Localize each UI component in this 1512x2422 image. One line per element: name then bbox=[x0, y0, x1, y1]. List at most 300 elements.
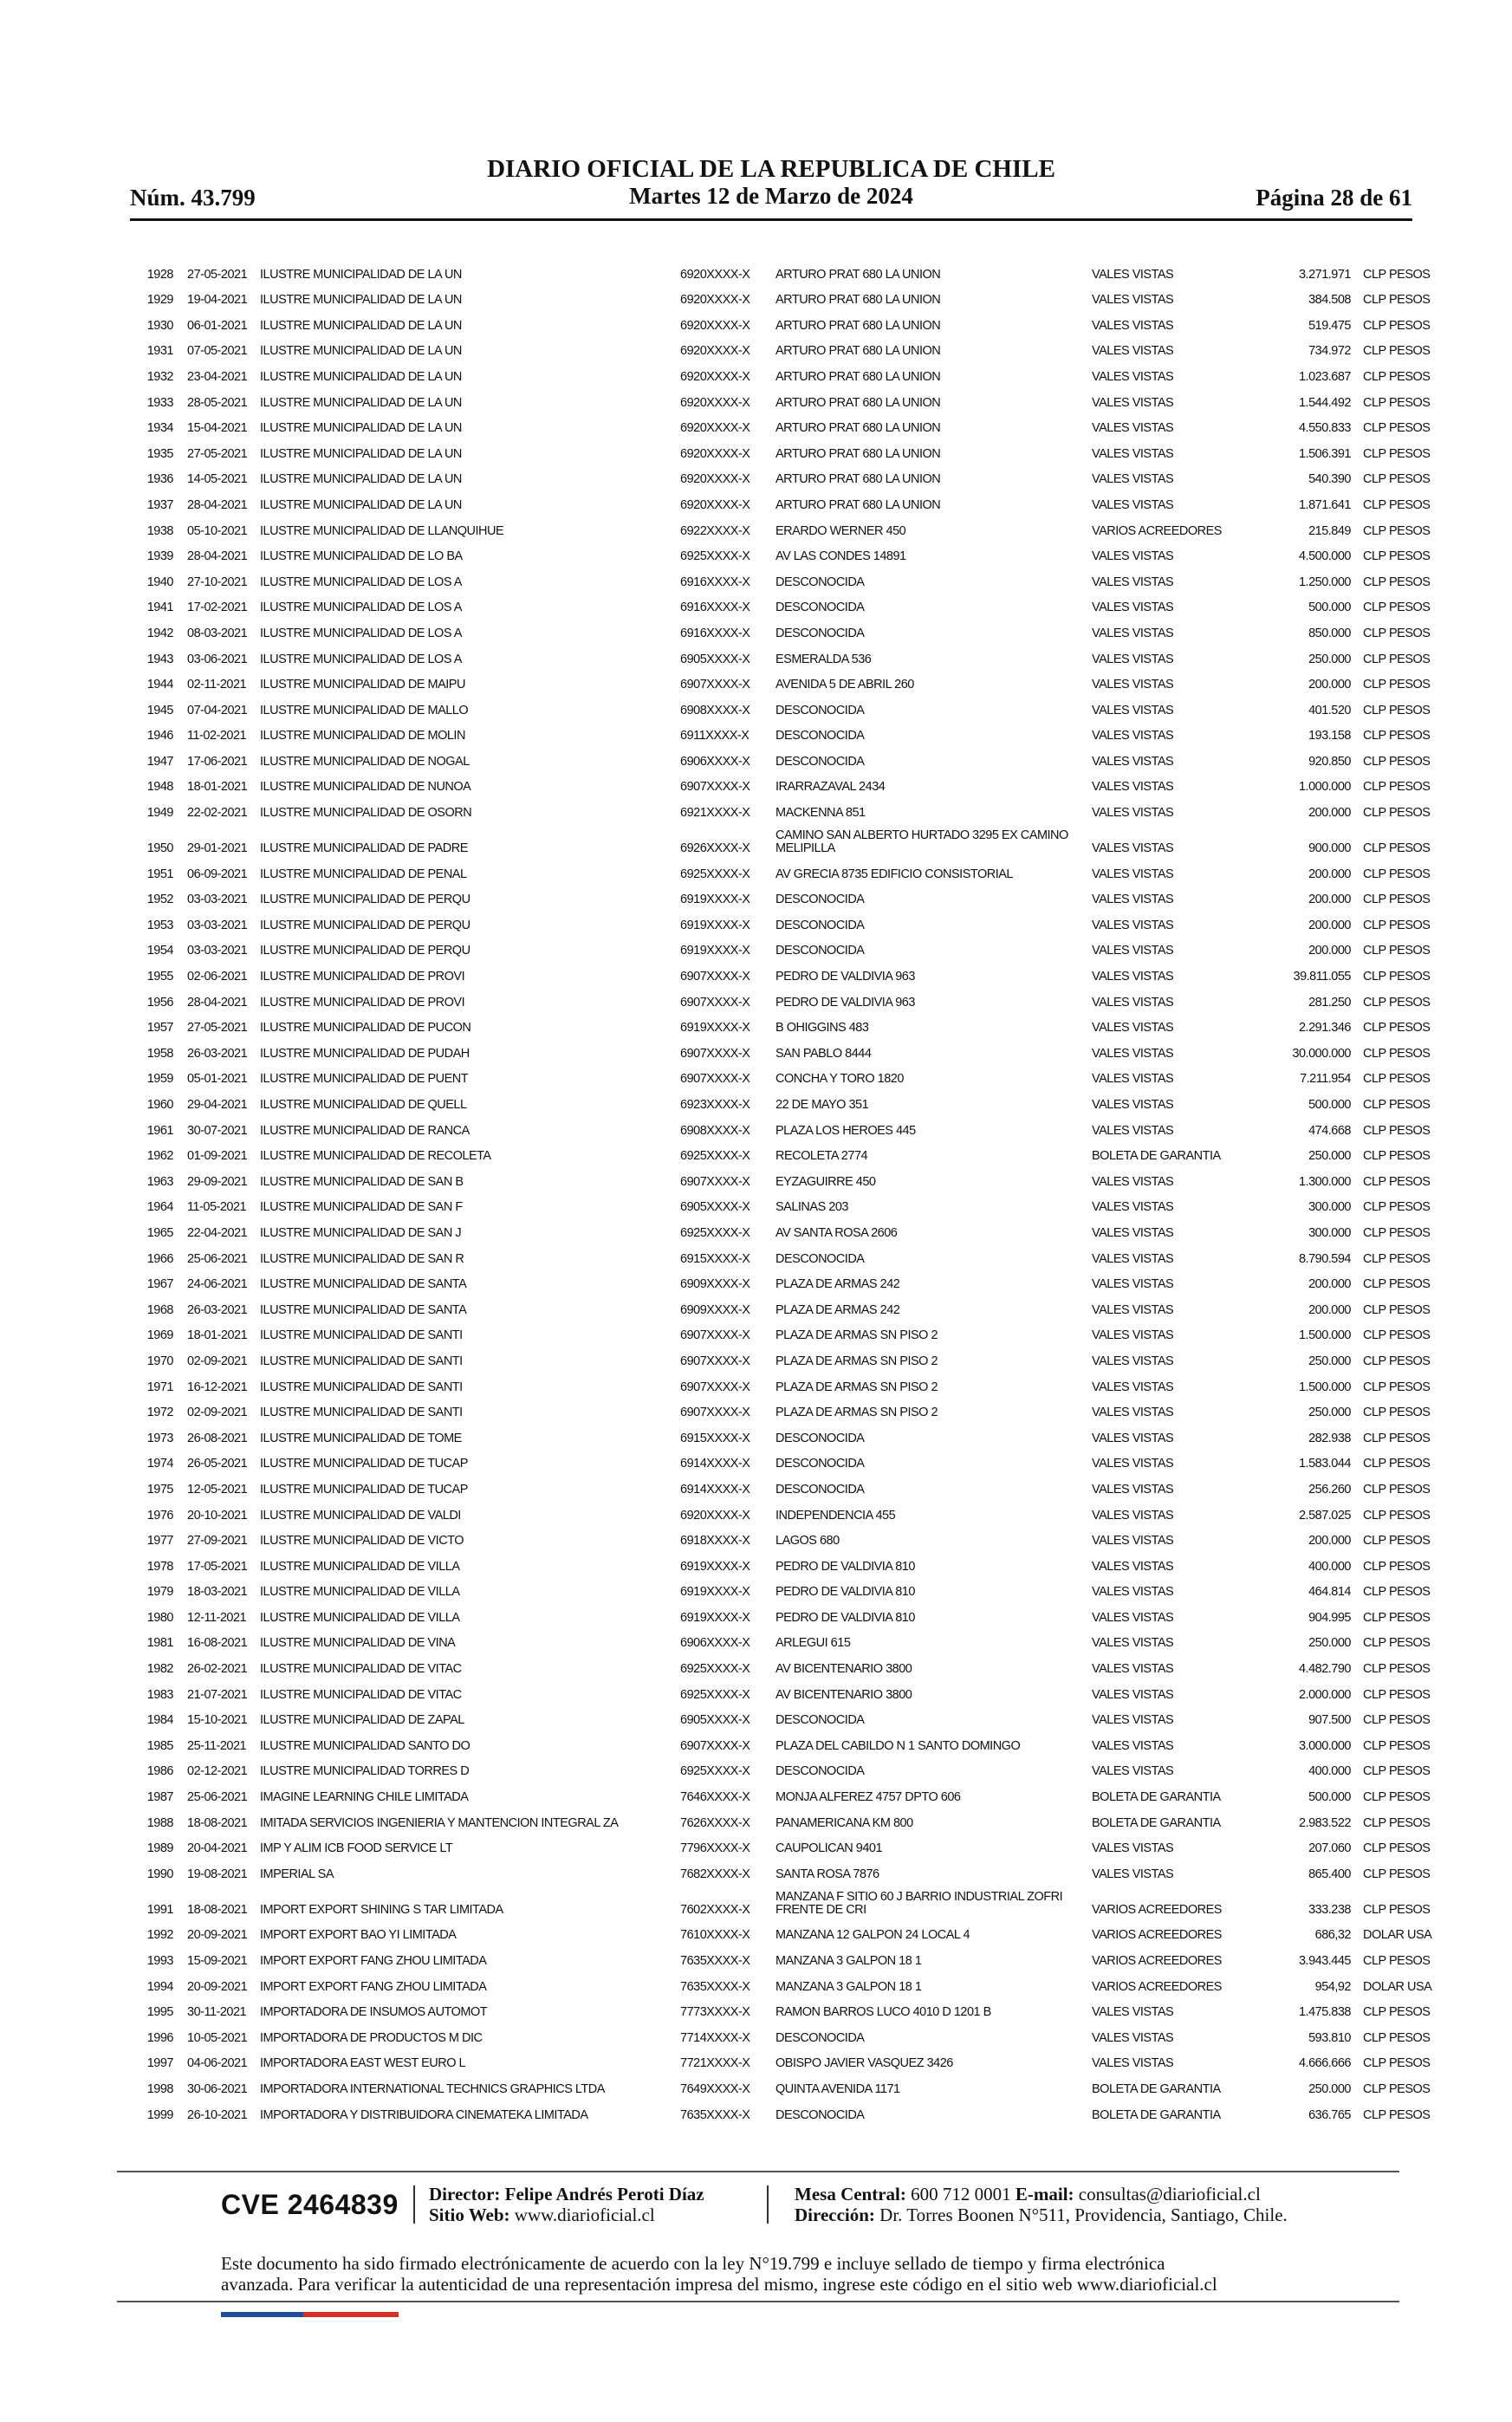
row-date: 30-11-2021 bbox=[187, 2005, 247, 2020]
row-currency: CLP PESOS bbox=[1363, 995, 1431, 1010]
row-name: ILUSTRE MUNICIPALIDAD DE VILLA bbox=[260, 1585, 460, 1600]
row-name: IMPORTADORA DE PRODUCTOS M DIC bbox=[260, 2030, 483, 2045]
email-link[interactable]: consultas@diarioficial.cl bbox=[1078, 2184, 1261, 2204]
row-type: VALES VISTAS bbox=[1092, 780, 1174, 795]
row-number: 1998 bbox=[146, 2081, 173, 2096]
row-currency: CLP PESOS bbox=[1363, 421, 1431, 436]
row-currency: CLP PESOS bbox=[1363, 1046, 1431, 1061]
row-amount: 215.849 bbox=[1308, 523, 1351, 538]
row-name: IMPERIAL SA bbox=[260, 1867, 334, 1881]
row-rut: 6907XXXX-X bbox=[680, 1406, 750, 1420]
row-rut: 6920XXXX-X bbox=[680, 446, 750, 461]
row-address: RAMON BARROS LUCO 4010 D 1201 B bbox=[775, 2005, 991, 2020]
row-rut: 6907XXXX-X bbox=[680, 1174, 750, 1189]
row-amount: 200.000 bbox=[1308, 806, 1351, 821]
row-type: VALES VISTAS bbox=[1092, 729, 1174, 743]
table-row bbox=[139, 1347, 1431, 1373]
row-name: ILUSTRE MUNICIPALIDAD DE SAN F bbox=[260, 1200, 463, 1215]
row-number: 1999 bbox=[146, 2107, 173, 2122]
row-amount: 1.871.641 bbox=[1298, 497, 1351, 512]
row-currency: CLP PESOS bbox=[1363, 293, 1431, 308]
row-address: 22 DE MAYO 351 bbox=[775, 1098, 869, 1112]
row-number: 1991 bbox=[146, 1902, 173, 1917]
row-address: DESCONOCIDA bbox=[775, 754, 865, 769]
row-type: VALES VISTAS bbox=[1092, 1072, 1174, 1087]
row-number: 1971 bbox=[146, 1380, 173, 1394]
row-name: ILUSTRE MUNICIPALIDAD DE VICTO bbox=[260, 1534, 464, 1549]
row-type: VALES VISTAS bbox=[1092, 2030, 1174, 2045]
mesa-phone: 600 712 0001 bbox=[911, 2184, 1011, 2204]
row-type: VALES VISTAS bbox=[1092, 1431, 1174, 1445]
row-name: ILUSTRE MUNICIPALIDAD DE LA UN bbox=[260, 267, 462, 282]
row-currency: CLP PESOS bbox=[1363, 446, 1431, 461]
row-type: VALES VISTAS bbox=[1092, 267, 1174, 282]
row-date: 24-06-2021 bbox=[187, 1277, 248, 1292]
flag-stripe-blue bbox=[221, 2312, 303, 2317]
row-currency: CLP PESOS bbox=[1363, 1302, 1431, 1317]
row-date: 22-02-2021 bbox=[187, 806, 248, 821]
row-type: VALES VISTAS bbox=[1092, 575, 1174, 589]
row-type: VALES VISTAS bbox=[1092, 1662, 1174, 1677]
row-name: IMITADA SERVICIOS INGENIERIA Y MANTENCION INTEGRAL ZA bbox=[260, 1815, 619, 1830]
row-currency: CLP PESOS bbox=[1363, 1534, 1431, 1549]
row-number: 1950 bbox=[146, 841, 173, 856]
row-name: ILUSTRE MUNICIPALIDAD DE SANTI bbox=[260, 1380, 463, 1394]
row-rut: 7646XXXX-X bbox=[680, 1790, 750, 1805]
row-date: 27-09-2021 bbox=[187, 1534, 248, 1549]
row-rut: 6925XXXX-X bbox=[680, 1662, 750, 1677]
site-link[interactable]: www.diarioficial.cl bbox=[514, 2204, 655, 2225]
row-currency: CLP PESOS bbox=[1363, 944, 1431, 958]
row-currency: CLP PESOS bbox=[1363, 1610, 1431, 1625]
row-rut: 6911XXXX-X bbox=[680, 729, 750, 743]
row-number: 1973 bbox=[146, 1431, 173, 1445]
table-row bbox=[139, 1886, 1431, 1921]
row-name: ILUSTRE MUNICIPALIDAD DE PUDAH bbox=[260, 1046, 470, 1061]
row-type: VALES VISTAS bbox=[1092, 1354, 1174, 1368]
row-date: 28-04-2021 bbox=[187, 497, 248, 512]
row-number: 1943 bbox=[146, 652, 173, 666]
row-rut: 6907XXXX-X bbox=[680, 1380, 750, 1394]
row-amount: 474.668 bbox=[1308, 1123, 1351, 1138]
row-currency: CLP PESOS bbox=[1363, 1225, 1431, 1240]
row-name: ILUSTRE MUNICIPALIDAD DE SANTI bbox=[260, 1354, 463, 1368]
row-rut: 6920XXXX-X bbox=[680, 497, 750, 512]
table-row bbox=[139, 465, 1431, 491]
row-date: 02-09-2021 bbox=[187, 1354, 248, 1368]
row-amount: 400.000 bbox=[1308, 1764, 1351, 1779]
row-amount: 207.060 bbox=[1308, 1841, 1351, 1856]
row-date: 27-10-2021 bbox=[187, 575, 248, 589]
row-address: ARLEGUI 615 bbox=[775, 1636, 851, 1651]
row-type: BOLETA DE GARANTIA bbox=[1092, 2081, 1221, 2096]
row-rut: 6905XXXX-X bbox=[680, 652, 750, 666]
row-rut: 6909XXXX-X bbox=[680, 1302, 750, 1317]
table-row bbox=[139, 1475, 1431, 1501]
row-rut: 7635XXXX-X bbox=[680, 1979, 750, 1994]
row-date: 28-04-2021 bbox=[187, 549, 248, 564]
row-amount: 636.765 bbox=[1308, 2107, 1351, 2122]
row-number: 1978 bbox=[146, 1559, 173, 1574]
row-name: ILUSTRE MUNICIPALIDAD DE LA UN bbox=[260, 369, 462, 384]
row-type: VALES VISTAS bbox=[1092, 652, 1174, 666]
row-currency: CLP PESOS bbox=[1363, 1482, 1431, 1497]
footer-divider-bottom bbox=[117, 2301, 1399, 2302]
row-date: 17-02-2021 bbox=[187, 601, 248, 615]
row-address: ARTURO PRAT 680 LA UNION bbox=[775, 497, 941, 512]
row-rut: 6907XXXX-X bbox=[680, 678, 750, 692]
row-name: ILUSTRE MUNICIPALIDAD DE LA UN bbox=[260, 421, 462, 436]
table-row bbox=[139, 1424, 1431, 1450]
row-type: VALES VISTAS bbox=[1092, 1174, 1174, 1189]
row-amount: 1.250.000 bbox=[1298, 575, 1351, 589]
row-number: 1930 bbox=[146, 318, 173, 333]
row-type: VALES VISTAS bbox=[1092, 1508, 1174, 1523]
row-name: ILUSTRE MUNICIPALIDAD DE SAN J bbox=[260, 1225, 462, 1240]
table-row bbox=[139, 886, 1431, 912]
row-type: VALES VISTAS bbox=[1092, 1482, 1174, 1497]
row-rut: 6920XXXX-X bbox=[680, 395, 750, 410]
table-row bbox=[139, 1834, 1431, 1860]
row-date: 05-01-2021 bbox=[187, 1072, 248, 1087]
row-currency: CLP PESOS bbox=[1363, 472, 1431, 487]
row-type: VALES VISTAS bbox=[1092, 1328, 1174, 1343]
row-type: VALES VISTAS bbox=[1092, 1021, 1174, 1036]
row-date: 25-11-2021 bbox=[187, 1738, 247, 1753]
row-date: 30-07-2021 bbox=[187, 1123, 248, 1138]
row-rut: 6905XXXX-X bbox=[680, 1713, 750, 1728]
row-name: ILUSTRE MUNICIPALIDAD DE LA UN bbox=[260, 318, 462, 333]
row-rut: 6907XXXX-X bbox=[680, 780, 750, 795]
row-name: ILUSTRE MUNICIPALIDAD DE LOS A bbox=[260, 626, 462, 640]
row-name: ILUSTRE MUNICIPALIDAD DE PADRE bbox=[260, 841, 468, 856]
table-row bbox=[139, 1921, 1432, 1947]
row-address: MACKENNA 851 bbox=[775, 806, 866, 821]
row-type: VALES VISTAS bbox=[1092, 1406, 1174, 1420]
row-address: MANZANA F SITIO 60 J BARRIO INDUSTRIAL ZOFRI FRENTE DE CRI bbox=[775, 1889, 1063, 1917]
row-rut: 7635XXXX-X bbox=[680, 1954, 750, 1968]
row-number: 1941 bbox=[146, 601, 173, 615]
publication-date: Martes 12 de Marzo de 2024 bbox=[629, 183, 913, 209]
row-name: ILUSTRE MUNICIPALIDAD DE PENAL bbox=[260, 867, 467, 881]
row-type: VALES VISTAS bbox=[1092, 497, 1174, 512]
row-name: ILUSTRE MUNICIPALIDAD DE SANTI bbox=[260, 1328, 463, 1343]
row-currency: CLP PESOS bbox=[1363, 1098, 1431, 1112]
row-number: 1988 bbox=[146, 1815, 173, 1830]
row-currency: CLP PESOS bbox=[1363, 918, 1431, 932]
table-row bbox=[139, 1218, 1431, 1244]
table-row bbox=[139, 1757, 1431, 1783]
row-amount: 8.790.594 bbox=[1298, 1251, 1351, 1266]
row-name: IMPORT EXPORT FANG ZHOU LIMITADA bbox=[260, 1979, 487, 1994]
row-number: 1932 bbox=[146, 369, 173, 384]
row-date: 30-06-2021 bbox=[187, 2081, 248, 2096]
row-address: AV SANTA ROSA 2606 bbox=[775, 1225, 898, 1240]
row-number: 1993 bbox=[146, 1954, 173, 1968]
table-row bbox=[139, 1501, 1431, 1527]
row-rut: 6920XXXX-X bbox=[680, 344, 750, 359]
row-type: VALES VISTAS bbox=[1092, 446, 1174, 461]
row-amount: 500.000 bbox=[1308, 601, 1351, 615]
table-row bbox=[139, 1972, 1432, 1998]
row-number: 1982 bbox=[146, 1662, 173, 1677]
row-number: 1947 bbox=[146, 754, 173, 769]
row-number: 1937 bbox=[146, 497, 173, 512]
row-name: ILUSTRE MUNICIPALIDAD DE LA UN bbox=[260, 344, 462, 359]
table-row bbox=[139, 1808, 1431, 1834]
row-currency: CLP PESOS bbox=[1363, 1123, 1431, 1138]
row-currency: CLP PESOS bbox=[1363, 703, 1431, 718]
row-rut: 6919XXXX-X bbox=[680, 1610, 750, 1625]
row-rut: 6919XXXX-X bbox=[680, 944, 750, 958]
row-name: ILUSTRE MUNICIPALIDAD DE TUCAP bbox=[260, 1482, 468, 1497]
row-type: VALES VISTAS bbox=[1092, 1457, 1174, 1471]
table-row bbox=[139, 619, 1431, 645]
row-rut: 7649XXXX-X bbox=[680, 2081, 750, 2096]
row-address: DESCONOCIDA bbox=[775, 1251, 865, 1266]
table-row bbox=[139, 594, 1431, 620]
table-row bbox=[139, 1946, 1431, 1972]
row-type: VARIOS ACREEDORES bbox=[1092, 1928, 1222, 1943]
row-currency: CLP PESOS bbox=[1363, 1021, 1431, 1036]
row-date: 16-08-2021 bbox=[187, 1636, 248, 1651]
row-address: SANTA ROSA 7876 bbox=[775, 1867, 879, 1881]
row-type: VALES VISTAS bbox=[1092, 421, 1174, 436]
row-currency: CLP PESOS bbox=[1363, 1636, 1431, 1651]
row-name: IMPORTADORA Y DISTRIBUIDORA CINEMATEKA LIMITADA bbox=[260, 2107, 588, 2122]
row-amount: 200.000 bbox=[1308, 918, 1351, 932]
row-number: 1987 bbox=[146, 1790, 173, 1805]
table-row bbox=[139, 439, 1431, 465]
row-type: VALES VISTAS bbox=[1092, 970, 1174, 984]
row-currency: CLP PESOS bbox=[1363, 652, 1431, 666]
row-type: VALES VISTAS bbox=[1092, 918, 1174, 932]
row-amount: 1.544.492 bbox=[1298, 395, 1351, 410]
row-currency: CLP PESOS bbox=[1363, 1867, 1431, 1881]
row-date: 03-03-2021 bbox=[187, 893, 248, 907]
row-rut: 6914XXXX-X bbox=[680, 1457, 750, 1471]
row-number: 1949 bbox=[146, 806, 173, 821]
row-date: 04-06-2021 bbox=[187, 2056, 248, 2071]
row-currency: CLP PESOS bbox=[1363, 1559, 1431, 1574]
table-row bbox=[139, 1321, 1431, 1347]
records-table bbox=[139, 260, 1432, 2127]
table-row bbox=[139, 1295, 1431, 1321]
row-rut: 6920XXXX-X bbox=[680, 267, 750, 282]
table-row bbox=[139, 1731, 1431, 1757]
row-rut: 6916XXXX-X bbox=[680, 626, 750, 640]
footer-divider-top bbox=[117, 2171, 1399, 2172]
row-name: ILUSTRE MUNICIPALIDAD DE VALDI bbox=[260, 1508, 461, 1523]
row-type: VALES VISTAS bbox=[1092, 703, 1174, 718]
director-name: Felipe Andrés Peroti Díaz bbox=[504, 2184, 704, 2204]
row-currency: CLP PESOS bbox=[1363, 867, 1431, 881]
row-amount: 1.500.000 bbox=[1298, 1328, 1351, 1343]
masthead bbox=[130, 156, 1412, 210]
row-rut: 6921XXXX-X bbox=[680, 806, 750, 821]
row-type: VALES VISTAS bbox=[1092, 1841, 1174, 1856]
row-date: 01-09-2021 bbox=[187, 1149, 248, 1164]
row-address: ESMERALDA 536 bbox=[775, 652, 872, 666]
row-number: 1936 bbox=[146, 472, 173, 487]
table-row bbox=[139, 988, 1431, 1014]
row-address: SALINAS 203 bbox=[775, 1200, 848, 1215]
row-amount: 250.000 bbox=[1308, 2081, 1351, 2096]
row-rut: 6919XXXX-X bbox=[680, 1559, 750, 1574]
address-text: Dr. Torres Boonen N°511, Providencia, Santiago, Chile. bbox=[879, 2204, 1288, 2225]
row-name: ILUSTRE MUNICIPALIDAD DE TUCAP bbox=[260, 1457, 468, 1471]
row-type: VALES VISTAS bbox=[1092, 549, 1174, 564]
row-address: PLAZA DE ARMAS 242 bbox=[775, 1277, 900, 1292]
table-row bbox=[139, 1270, 1431, 1296]
row-date: 07-04-2021 bbox=[187, 703, 248, 718]
table-row bbox=[139, 568, 1431, 594]
row-address: PEDRO DE VALDIVIA 810 bbox=[775, 1610, 915, 1625]
row-type: VALES VISTAS bbox=[1092, 1046, 1174, 1061]
row-type: VALES VISTAS bbox=[1092, 841, 1174, 856]
row-currency: CLP PESOS bbox=[1363, 601, 1431, 615]
row-address: MONJA ALFEREZ 4757 DPTO 606 bbox=[775, 1790, 961, 1805]
row-address: ARTURO PRAT 680 LA UNION bbox=[775, 369, 941, 384]
row-address: RECOLETA 2774 bbox=[775, 1149, 868, 1164]
row-number: 1959 bbox=[146, 1072, 173, 1087]
row-currency: CLP PESOS bbox=[1363, 1328, 1431, 1343]
row-rut: 6916XXXX-X bbox=[680, 575, 750, 589]
row-date: 26-05-2021 bbox=[187, 1457, 248, 1471]
row-name: ILUSTRE MUNICIPALIDAD DE LOS A bbox=[260, 652, 462, 666]
table-row bbox=[139, 1373, 1431, 1399]
row-currency: CLP PESOS bbox=[1363, 970, 1431, 984]
row-number: 1983 bbox=[146, 1687, 173, 1702]
row-number: 1976 bbox=[146, 1508, 173, 1523]
table-row bbox=[139, 1552, 1431, 1578]
row-address: DESCONOCIDA bbox=[775, 601, 865, 615]
row-date: 20-04-2021 bbox=[187, 1841, 248, 1856]
row-amount: 900.000 bbox=[1308, 841, 1351, 856]
row-address: PLAZA DE ARMAS 242 bbox=[775, 1302, 900, 1317]
row-amount: 500.000 bbox=[1308, 1790, 1351, 1805]
row-currency: CLP PESOS bbox=[1363, 1713, 1431, 1728]
row-date: 29-01-2021 bbox=[187, 841, 248, 856]
row-date: 22-04-2021 bbox=[187, 1225, 248, 1240]
row-address: DESCONOCIDA bbox=[775, 1431, 865, 1445]
row-address: PLAZA LOS HEROES 445 bbox=[775, 1123, 916, 1138]
row-name: ILUSTRE MUNICIPALIDAD DE SANTA bbox=[260, 1277, 467, 1292]
row-date: 29-04-2021 bbox=[187, 1098, 248, 1112]
row-address: DESCONOCIDA bbox=[775, 1764, 865, 1779]
row-type: VALES VISTAS bbox=[1092, 1713, 1174, 1728]
row-currency: CLP PESOS bbox=[1363, 1149, 1431, 1164]
row-currency: CLP PESOS bbox=[1363, 2005, 1431, 2020]
row-amount: 2.000.000 bbox=[1298, 1687, 1351, 1702]
row-date: 28-05-2021 bbox=[187, 395, 248, 410]
row-number: 1979 bbox=[146, 1585, 173, 1600]
row-name: ILUSTRE MUNICIPALIDAD DE QUELL bbox=[260, 1098, 467, 1112]
row-type: VARIOS ACREEDORES bbox=[1092, 1954, 1222, 1968]
row-name: IMPORTADORA DE INSUMOS AUTOMOT bbox=[260, 2005, 488, 2020]
row-amount: 250.000 bbox=[1308, 1149, 1351, 1164]
row-address: PLAZA DE ARMAS SN PISO 2 bbox=[775, 1354, 938, 1368]
row-currency: CLP PESOS bbox=[1363, 806, 1431, 821]
row-amount: 300.000 bbox=[1308, 1200, 1351, 1215]
row-amount: 384.508 bbox=[1308, 293, 1351, 308]
row-currency: CLP PESOS bbox=[1363, 1200, 1431, 1215]
row-type: VALES VISTAS bbox=[1092, 369, 1174, 384]
row-date: 27-05-2021 bbox=[187, 446, 248, 461]
cve-code: CVE 2464839 bbox=[221, 2189, 399, 2220]
row-amount: 2.587.025 bbox=[1298, 1508, 1351, 1523]
row-address: DESCONOCIDA bbox=[775, 729, 865, 743]
row-rut: 6908XXXX-X bbox=[680, 703, 750, 718]
table-row bbox=[139, 722, 1431, 748]
row-date: 20-09-2021 bbox=[187, 1979, 248, 1994]
row-type: VALES VISTAS bbox=[1092, 806, 1174, 821]
row-currency: DOLAR USA bbox=[1363, 1979, 1432, 1994]
row-date: 15-09-2021 bbox=[187, 1954, 248, 1968]
row-date: 18-01-2021 bbox=[187, 1328, 248, 1343]
row-name: ILUSTRE MUNICIPALIDAD DE LA UN bbox=[260, 395, 462, 410]
row-name: ILUSTRE MUNICIPALIDAD DE SANTA bbox=[260, 1302, 467, 1317]
row-type: BOLETA DE GARANTIA bbox=[1092, 1790, 1221, 1805]
row-date: 02-11-2021 bbox=[187, 678, 247, 692]
row-currency: CLP PESOS bbox=[1363, 729, 1431, 743]
row-type: VALES VISTAS bbox=[1092, 867, 1174, 881]
table-row bbox=[139, 516, 1431, 542]
table-row bbox=[139, 542, 1431, 568]
row-currency: CLP PESOS bbox=[1363, 1277, 1431, 1292]
director-block bbox=[429, 2184, 704, 2225]
row-type: VALES VISTAS bbox=[1092, 678, 1174, 692]
row-date: 20-10-2021 bbox=[187, 1508, 248, 1523]
row-number: 1957 bbox=[146, 1021, 173, 1036]
row-rut: 6914XXXX-X bbox=[680, 1482, 750, 1497]
table-row bbox=[139, 1578, 1431, 1604]
row-name: ILUSTRE MUNICIPALIDAD DE LO BA bbox=[260, 549, 463, 564]
row-rut: 6916XXXX-X bbox=[680, 601, 750, 615]
row-address: PLAZA DE ARMAS SN PISO 2 bbox=[775, 1328, 938, 1343]
row-rut: 6919XXXX-X bbox=[680, 918, 750, 932]
row-rut: 6925XXXX-X bbox=[680, 1149, 750, 1164]
row-rut: 7682XXXX-X bbox=[680, 1867, 750, 1881]
row-currency: CLP PESOS bbox=[1363, 1457, 1431, 1471]
row-address: LAGOS 680 bbox=[775, 1534, 840, 1549]
row-type: VALES VISTAS bbox=[1092, 1380, 1174, 1394]
row-date: 27-05-2021 bbox=[187, 1021, 248, 1036]
row-address: AVENIDA 5 DE ABRIL 260 bbox=[775, 678, 914, 692]
row-address: ARTURO PRAT 680 LA UNION bbox=[775, 267, 941, 282]
row-date: 10-05-2021 bbox=[187, 2030, 248, 2045]
row-amount: 200.000 bbox=[1308, 1277, 1351, 1292]
row-type: VALES VISTAS bbox=[1092, 1610, 1174, 1625]
row-amount: 464.814 bbox=[1308, 1585, 1351, 1600]
row-address: CAMINO SAN ALBERTO HURTADO 3295 EX CAMINO MELIPILLA bbox=[775, 828, 1068, 856]
row-rut: 7796XXXX-X bbox=[680, 1841, 750, 1856]
row-name: ILUSTRE MUNICIPALIDAD DE NUNOA bbox=[260, 780, 471, 795]
table-row bbox=[139, 1090, 1431, 1116]
row-number: 1938 bbox=[146, 523, 173, 538]
row-rut: 6925XXXX-X bbox=[680, 867, 750, 881]
row-type: VALES VISTAS bbox=[1092, 472, 1174, 487]
row-currency: CLP PESOS bbox=[1363, 1072, 1431, 1087]
row-address: AV BICENTENARIO 3800 bbox=[775, 1687, 912, 1702]
row-amount: 540.390 bbox=[1308, 472, 1351, 487]
row-date: 29-09-2021 bbox=[187, 1174, 248, 1189]
table-row bbox=[139, 1629, 1431, 1655]
row-type: VALES VISTAS bbox=[1092, 1534, 1174, 1549]
issue-number: Núm. 43.799 bbox=[130, 185, 256, 211]
row-currency: CLP PESOS bbox=[1363, 344, 1431, 359]
row-amount: 282.938 bbox=[1308, 1431, 1351, 1445]
